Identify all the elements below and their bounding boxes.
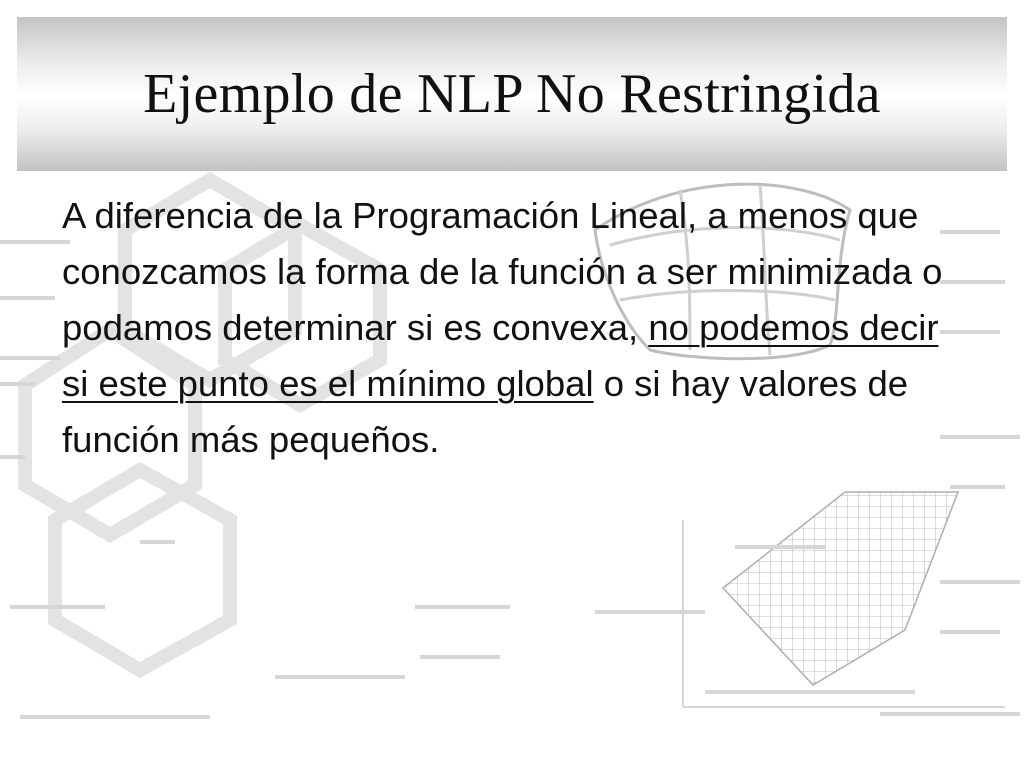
body-text-lead: A diferencia de la Programación Lineal, a menos que conozcamos la forma de la función a ser minimizada o podamos determinar si es convexa, [62,195,943,348]
body-text-tail: o si hay valores de función más pequeños. [62,363,909,460]
hexagon-shape [55,470,230,670]
body-paragraph [62,188,972,468]
body-text-underlined: no podemos decir si este punto es el mínimo global [62,307,939,404]
feasible-region [723,492,958,685]
slide-title: Ejemplo de NLP No Restringida [143,63,881,125]
title-bar [17,17,1007,171]
